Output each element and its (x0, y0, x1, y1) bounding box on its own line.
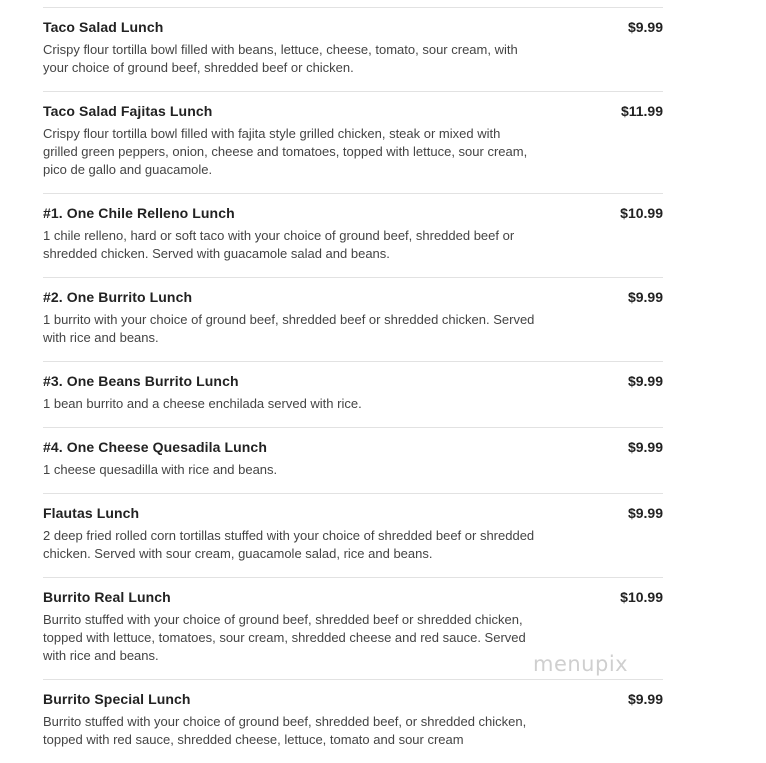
item-price: $9.99 (627, 373, 663, 389)
menu-item (43, 7, 663, 91)
item-description: 1 bean burrito and a cheese enchilada served with rice. (43, 396, 362, 411)
item-price: $9.99 (627, 505, 663, 521)
item-price: $9.99 (627, 289, 663, 305)
item-name: Flautas Lunch (43, 505, 140, 521)
item-name: Burrito Real Lunch (43, 589, 171, 605)
menu-item (43, 361, 663, 427)
menupix-watermark: menupix (533, 652, 629, 676)
item-name: Burrito Special Lunch (43, 691, 191, 707)
item-description: Burrito stuffed with your choice of ground beef, shredded beef, or shredded chicken, topped with red sauce, shredded cheese, lettuce, tomato and sour cream (43, 714, 527, 747)
menu-item (43, 427, 663, 493)
menu-item (43, 91, 663, 193)
item-price: $9.99 (627, 691, 663, 707)
item-name: #4. One Cheese Quesadila Lunch (43, 439, 267, 455)
item-description: 1 cheese quesadilla with rice and beans. (43, 462, 278, 477)
item-name: #1. One Chile Relleno Lunch (43, 205, 235, 221)
item-price: $9.99 (627, 439, 663, 455)
item-description: Crispy flour tortilla bowl filled with beans, lettuce, cheese, tomato, sour cream, with your choice of ground beef, shredded beef or chicken. (43, 42, 518, 75)
item-name: #2. One Burrito Lunch (43, 289, 193, 305)
item-price: $11.99 (620, 103, 663, 119)
item-name: #3. One Beans Burrito Lunch (43, 373, 239, 389)
item-description: Burrito stuffed with your choice of ground beef, shredded beef or shredded chicken, topped with lettuce, tomatoes, sour cream, shredded cheese and red sauce. Served with rice and beans. (43, 612, 526, 663)
menu-item (43, 193, 663, 277)
item-price: $10.99 (620, 589, 663, 605)
item-description: 2 deep fried rolled corn tortillas stuffed with your choice of shredded beef or shredded chicken. Served with sour cream, guacamole salad, rice and beans. (43, 528, 535, 561)
item-price: $10.99 (620, 205, 663, 221)
item-price: $9.99 (627, 19, 663, 35)
item-name: Taco Salad Fajitas Lunch (43, 103, 213, 119)
menu-list (43, 7, 663, 763)
menu-item (43, 493, 663, 577)
item-description: 1 chile relleno, hard or soft taco with your choice of ground beef, shredded beef or shredded chicken. Served with guacamole salad and beans. (43, 228, 515, 261)
item-name: Taco Salad Lunch (43, 19, 164, 35)
item-description: 1 burrito with your choice of ground beef, shredded beef or shredded chicken. Served with rice and beans. (43, 312, 535, 345)
menu-item (43, 679, 663, 763)
item-description: Crispy flour tortilla bowl filled with fajita style grilled chicken, steak or mixed with grilled green peppers, onion, cheese and tomatoes, topped with lettuce, sour cream, pico de gallo and guacamole. (43, 126, 528, 177)
menu-item (43, 277, 663, 361)
